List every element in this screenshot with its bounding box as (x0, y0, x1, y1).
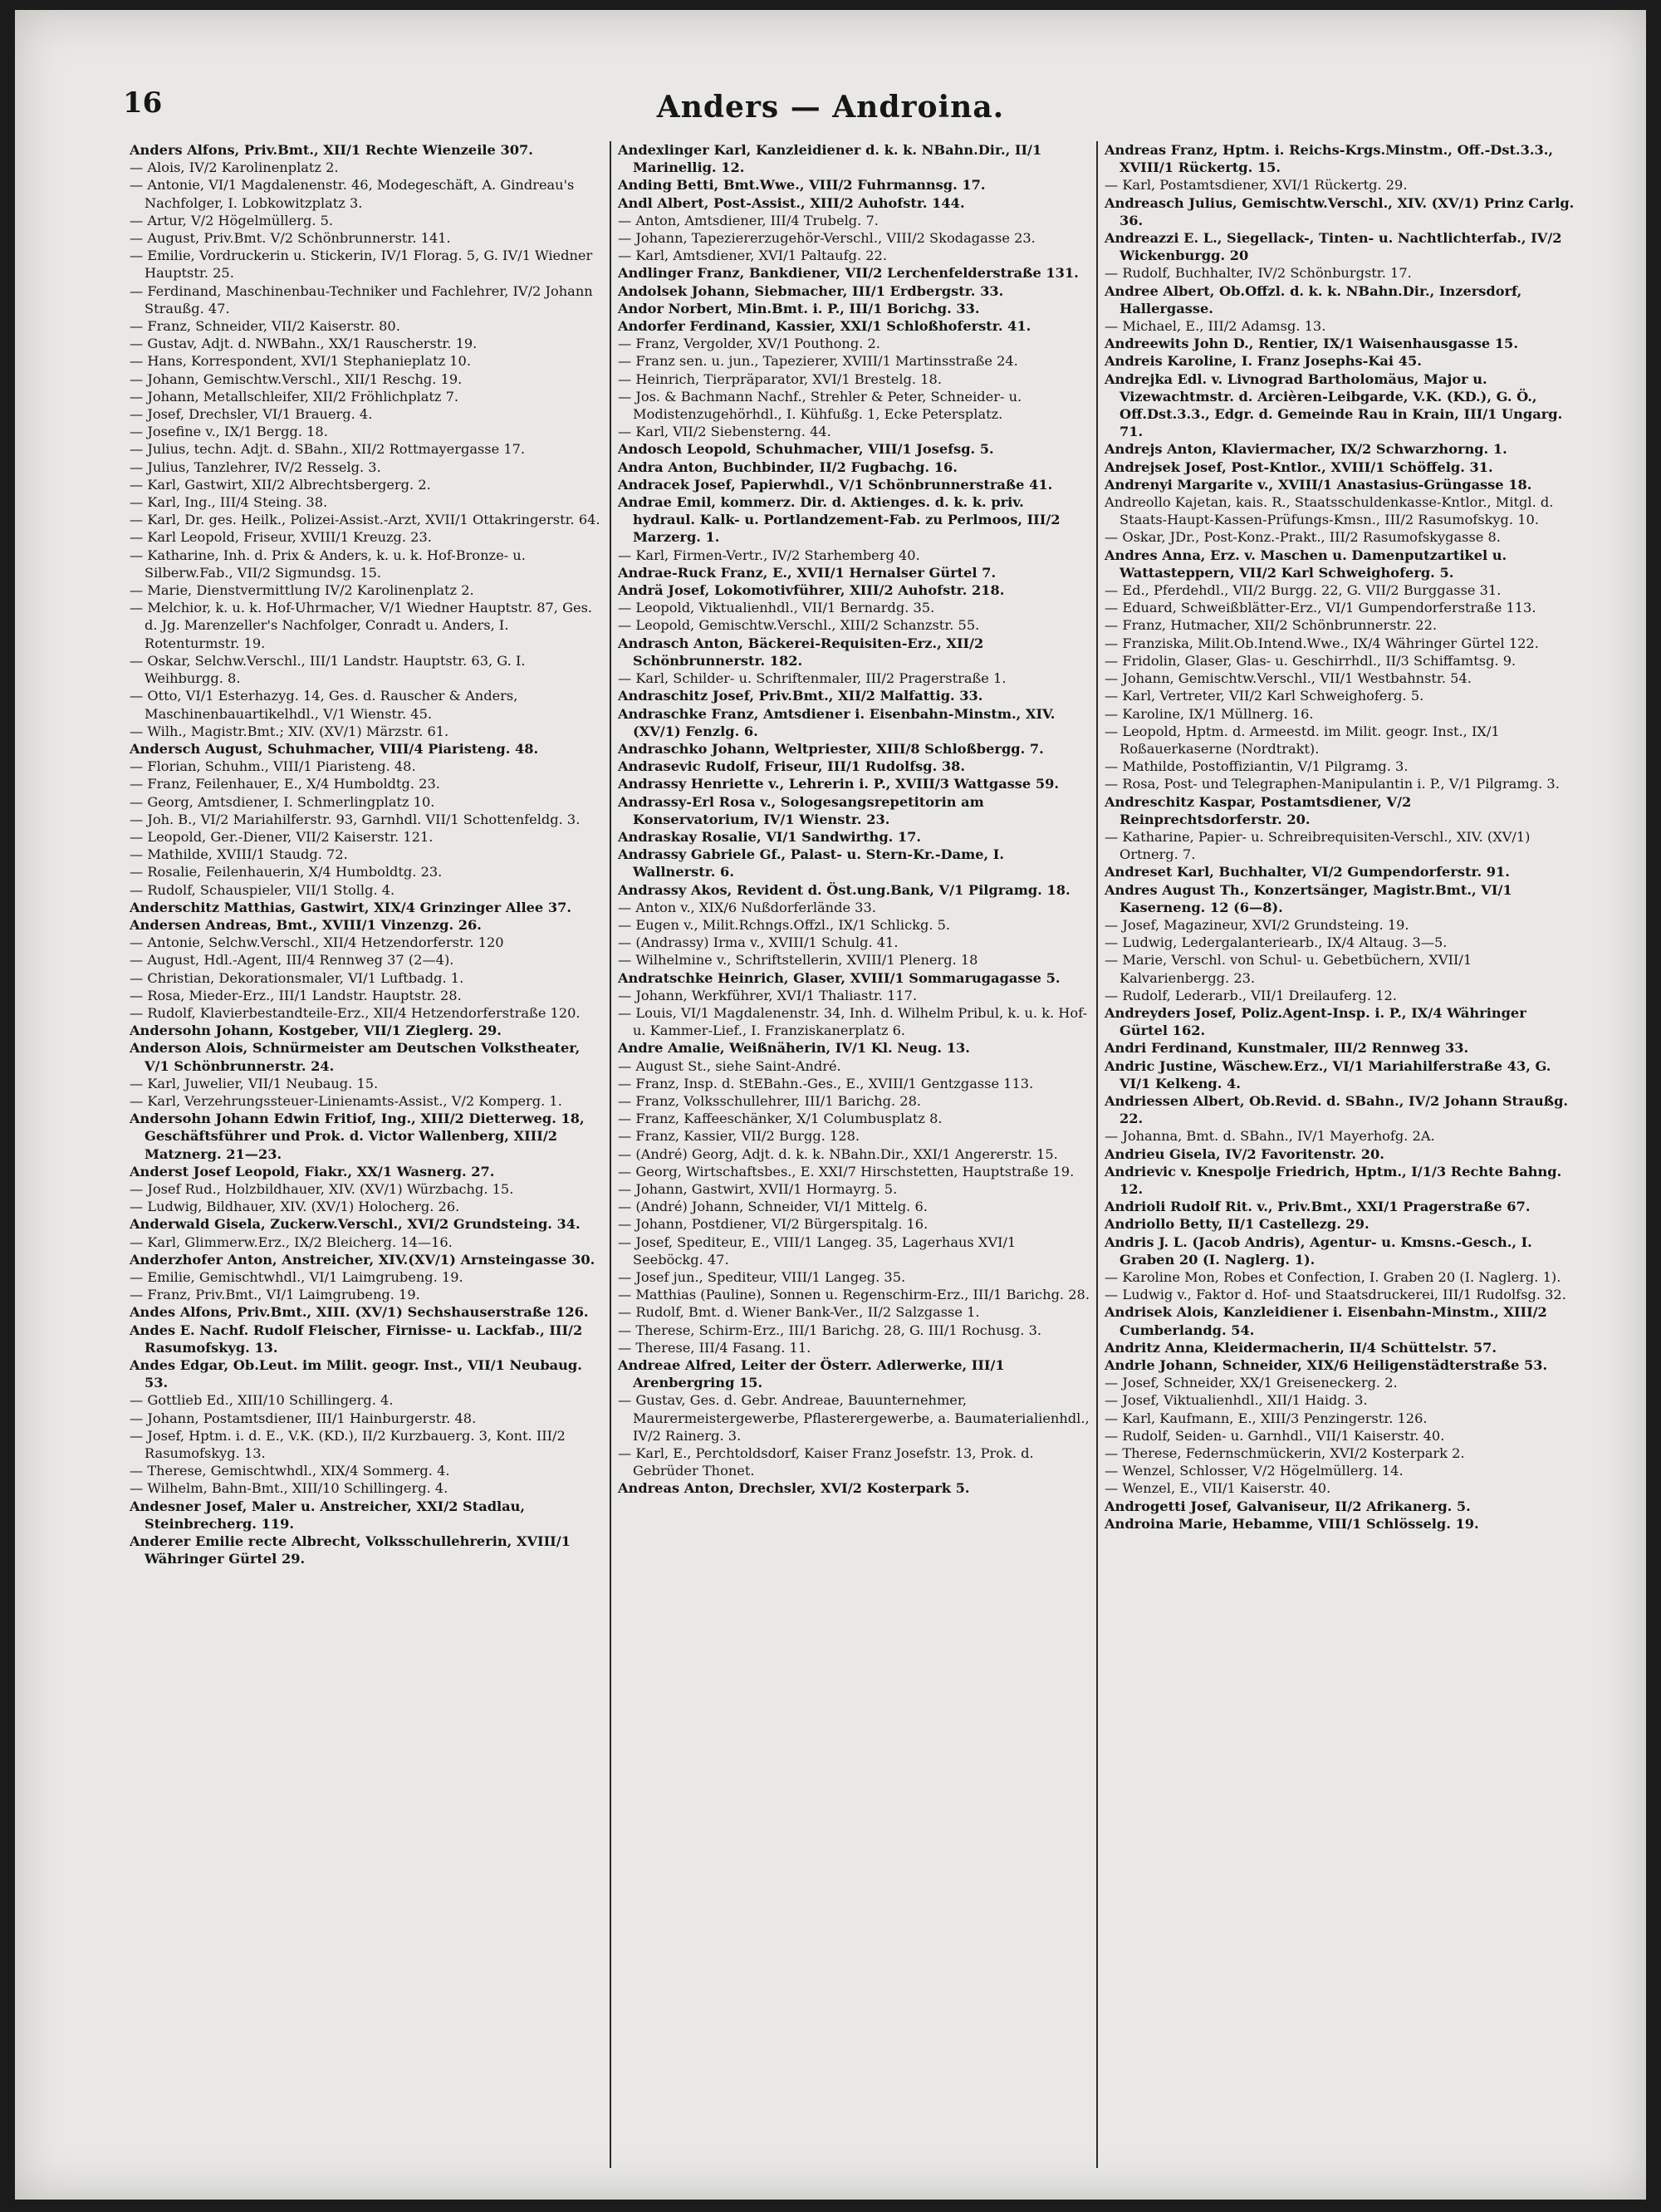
directory-entry: — Karl, Postamtsdiener, XVI/1 Rückertg. 29. (1105, 177, 1408, 194)
directory-entry: — Franz, Schneider, VII/2 Kaiserstr. 80. (130, 318, 400, 335)
directory-entry: — Eduard, Schweißblätter-Erz., VI/1 Gumpendorferstraße 113. (1105, 600, 1536, 616)
directory-entry: — Johann, Werkführer, XVI/1 Thaliastr. 117. (618, 987, 918, 1003)
directory-entry: — Matthias (Pauline), Sonnen u. Regenschirm-Erz., III/1 Barichg. 28. (618, 1287, 1090, 1303)
directory-entry: Andri Ferdinand, Kunstmaler, III/2 Rennweg 33. (1105, 1040, 1469, 1057)
directory-entry: Andl Albert, Post-Assist., XIII/2 Auhofstr. 144. (618, 194, 965, 211)
directory-entry: Andersen Andreas, Bmt., XVIII/1 Vinzenzg. 26. (130, 916, 482, 933)
directory-entry: Andrle Johann, Schneider, XIX/6 Heiligenstädterstraße 53. (1105, 1357, 1548, 1374)
directory-entry: — Johann, Tapeziererzugehör-Verschl., VIII/2 Skodagasse 23. (618, 230, 1036, 247)
directory-entry: Andersohn Johann Edwin Fritiof, Ing., XIII/2 Dietterweg. 18, Geschäftsführer und Prok. d. Victor Wallenberg, XIII/2 Matznerg. 21—23. (130, 1111, 585, 1162)
directory-entry: Andra Anton, Buchbinder, II/2 Fugbachg. 16. (618, 459, 958, 475)
directory-entry: Andreae Alfred, Leiter der Österr. Adlerwerke, III/1 Arenbergring 15. (618, 1357, 1005, 1391)
page-number: 16 (123, 86, 163, 120)
directory-entry: — Franz, Insp. d. StEBahn.-Ges., E., XVIII/1 Gentzgasse 113. (618, 1075, 1034, 1091)
directory-entry: — Karoline Mon, Robes et Confection, I. Graben 20 (I. Naglerg. 1). (1105, 1269, 1561, 1285)
directory-entry: Anding Betti, Bmt.Wwe., VIII/2 Fuhrmannsg. 17. (618, 177, 986, 194)
directory-entry: Andosch Leopold, Schuhmacher, VIII/1 Josefsg. 5. (618, 441, 994, 458)
directory-columns (123, 141, 1585, 2168)
directory-entry: — Johann, Gemischtw.Verschl., XII/1 Reschg. 19. (130, 370, 463, 387)
directory-entry: — Karl, Vertreter, VII/2 Karl Schweighoferg. 5. (1105, 688, 1424, 704)
directory-entry: Andrejsek Josef, Post-Kntlor., XVIII/1 Schöffelg. 31. (1105, 459, 1493, 475)
directory-entry: Andrassy Henriette v., Lehrerin i. P., XVIII/3 Wattgasse 59. (618, 776, 1060, 792)
directory-entry: Andreollo Kajetan, kais. R., Staatsschuldenkasse-Kntlor., Mitgl. d. Staats-Haupt-Kassen-Prüfungs-Kmsn., III/2 Rasumofskyg. 10. (1105, 494, 1554, 528)
directory-entry: — Rudolf, Klavierbestandteile-Erz., XII/4 Hetzendorferstraße 120. (130, 1004, 581, 1021)
directory-entry: — Karl, Juwelier, VII/1 Neubaug. 15. (130, 1075, 379, 1091)
directory-entry: Andes E. Nachf. Rudolf Fleischer, Firnisse- u. Lackfab., III/2 Rasumofskyg. 13. (130, 1322, 583, 1356)
directory-entry: Anderson Alois, Schnürmeister am Deutschen Volkstheater, V/1 Schönbrunnerstr. 24. (130, 1040, 581, 1074)
directory-entry: — Hans, Korrespondent, XVI/1 Stephanieplatz 10. (130, 353, 472, 370)
directory-entry: — Josefine v., IX/1 Bergg. 18. (130, 424, 328, 440)
directory-entry: Andersch August, Schuhmacher, VIII/4 Piaristeng. 48. (130, 740, 539, 757)
directory-entry: Andrae-Ruck Franz, E., XVII/1 Hernalser Gürtel 7. (618, 564, 997, 581)
directory-entry: — Josef jun., Spediteur, VIII/1 Langeg. 35. (618, 1269, 906, 1285)
directory-entry: — Katharine, Inh. d. Prix & Anders, k. u. k. Hof-Bronze- u. Silberw.Fab., VII/2 Sigmundsg. 15. (130, 547, 526, 581)
directory-entry: — Ludwig, Ledergalanteriearb., IX/4 Altaug. 3—5. (1105, 934, 1448, 951)
directory-entry: — Karl, Dr. ges. Heilk., Polizei-Assist.-Arzt, XVII/1 Ottakringerstr. 64. (130, 512, 600, 528)
directory-entry: — Melchior, k. u. k. Hof-Uhrmacher, V/1 Wiedner Hauptstr. 87, Ges. d. Jg. Marenzeller's Nachfolger, Conradt u. Anders, I. Rotenturmstr. 19. (130, 600, 593, 651)
directory-entry: — Johanna, Bmt. d. SBahn., IV/1 Mayerhofg. 2A. (1105, 1128, 1435, 1145)
directory-entry: — Georg, Wirtschaftsbes., E. XXI/7 Hirschstetten, Hauptstraße 19. (618, 1163, 1075, 1180)
directory-entry: — Therese, Gemischtwhdl., XIX/4 Sommerg. 4. (130, 1463, 450, 1479)
directory-entry: Andrä Josef, Lokomotivführer, XIII/2 Auhofstr. 218. (618, 582, 1005, 599)
directory-entry: — (André) Johann, Schneider, VI/1 Mittelg. 6. (618, 1199, 928, 1215)
directory-entry: Andrenyi Margarite v., XVIII/1 Anastasius-Grüngasse 18. (1105, 476, 1532, 493)
directory-entry: Andolsek Johann, Siebmacher, III/1 Erdbergstr. 33. (618, 282, 1004, 299)
directory-entry: Andrasevic Rudolf, Friseur, III/1 Rudolfsg. 38. (618, 758, 966, 775)
directory-entry: Andrassy Akos, Revident d. Öst.ung.Bank, V/1 Pilgramg. 18. (618, 881, 1071, 898)
directory-entry: — Rudolf, Lederarb., VII/1 Dreilauferg. 12. (1105, 987, 1397, 1003)
directory-entry: — Gustav, Adjt. d. NWBahn., XX/1 Rauscherstr. 19. (130, 336, 478, 352)
page-heading: Anders — Androina. (656, 90, 1005, 125)
directory-entry: — Wenzel, E., VII/1 Kaiserstr. 40. (1105, 1480, 1331, 1497)
directory-entry: Andritz Anna, Kleidermacherin, II/4 Schüttelstr. 57. (1105, 1339, 1497, 1356)
directory-entry: — Marie, Dienstvermittlung IV/2 Karolinenplatz 2. (130, 582, 474, 599)
directory-entry: — Otto, VI/1 Esterhazyg. 14, Ges. d. Rauscher & Anders, Maschinenbauartikelhdl., V/1 Wienstr. 45. (130, 688, 518, 722)
directory-entry: — Karoline, IX/1 Müllnerg. 16. (1105, 705, 1314, 722)
directory-entry: — Fridolin, Glaser, Glas- u. Geschirrhdl., II/3 Schiffamtsg. 9. (1105, 652, 1516, 669)
directory-entry: — Leopold, Gemischtw.Verschl., XIII/2 Schanzstr. 55. (618, 617, 980, 634)
directory-entry: Andrejs Anton, Klaviermacher, IX/2 Schwarzhorng. 1. (1105, 441, 1507, 458)
directory-entry: Anderzhofer Anton, Anstreicher, XIV.(XV/1) Arnsteingasse 30. (130, 1251, 595, 1268)
directory-entry: Andreis Karoline, I. Franz Josephs-Kai 45. (1105, 353, 1422, 370)
directory-entry: — Wilhelmine v., Schriftstellerin, XVIII/1 Plenerg. 18 (618, 952, 978, 969)
directory-entry: — Franz, Feilenhauer, E., X/4 Humboldtg. 23. (130, 776, 440, 792)
directory-entry: — Louis, VI/1 Magdalenenstr. 34, Inh. d. Wilhelm Pribul, k. u. k. Hof- u. Kammer-Lief., I. Franziskanerplatz 6. (618, 1004, 1088, 1039)
directory-entry: — Franz, Priv.Bmt., VI/1 Laimgrubeng. 19. (130, 1287, 420, 1303)
directory-entry: — Karl, Verzehrungssteuer-Linienamts-Assist., V/2 Komperg. 1. (130, 1092, 562, 1109)
column-2 (610, 141, 1096, 2168)
column-3 (1096, 141, 1583, 2168)
directory-entry: — Julius, Tanzlehrer, IV/2 Resselg. 3. (130, 459, 381, 475)
directory-entry: Andrejka Edl. v. Livnograd Bartholomäus, Major u. Vizewachtmstr. d. Arcièren-Leibgarde, V.K. (KD.), G. Ö., Off.Dst.3.3., Edgr. d. Gemeinde Rau in Krain, III/1 Ungarg. 71. (1105, 370, 1563, 440)
directory-entry: Andreschitz Kaspar, Postamtsdiener, V/2 Reinprechtsdorferstr. 20. (1105, 793, 1412, 827)
directory-entry: — Anton, Amtsdiener, III/4 Trubelg. 7. (618, 212, 879, 228)
directory-entry: Andrievic v. Knespolje Friedrich, Hptm., I/1/3 Rechte Bahng. 12. (1105, 1163, 1562, 1197)
directory-entry: — Karl, VII/2 Siebensterng. 44. (618, 424, 831, 440)
running-head (15, 10, 1646, 135)
directory-entry: Anderer Emilie recte Albrecht, Volksschullehrerin, XVIII/1 Währinger Gürtel 29. (130, 1533, 571, 1567)
directory-entry: Andris J. L. (Jacob Andris), Agentur- u. Kmsns.-Gesch., I. Graben 20 (I. Naglerg. 1). (1105, 1234, 1532, 1268)
directory-entry: — Alois, IV/2 Karolinenplatz 2. (130, 159, 339, 176)
directory-entry: Andexlinger Karl, Kanzleidiener d. k. k. NBahn.Dir., II/1 Marinellig. 12. (618, 142, 1042, 176)
directory-entry: — Rudolf, Schauspieler, VII/1 Stollg. 4. (130, 881, 395, 898)
directory-entry: — August, Hdl.-Agent, III/4 Rennweg 37 (2—4). (130, 952, 454, 969)
directory-entry: Andrieu Gisela, IV/2 Favoritenstr. 20. (1105, 1145, 1384, 1162)
directory-entry: Andratschke Heinrich, Glaser, XVIII/1 Sommarugagasse 5. (618, 969, 1061, 986)
directory-entry: Andrae Emil, kommerz. Dir. d. Aktienges. d. k. k. priv. hydraul. Kalk- u. Portlandzement-Fab. zu Perlmoos, III/2 Marzerg. 1. (618, 494, 1061, 546)
directory-entry: — Gustav, Ges. d. Gebr. Andreae, Bauunternehmer, Maurermeistergewerbe, Pflasterergewerbe, a. Baumaterialienhdl., IV/2 Rainerg. 3. (618, 1392, 1090, 1444)
directory-entry: — Franz, Vergolder, XV/1 Pouthong. 2. (618, 336, 880, 352)
directory-entry: — Johann, Metallschleifer, XII/2 Fröhlichplatz 7. (130, 388, 459, 405)
directory-entry: — Ferdinand, Maschinenbau-Techniker und Fachlehrer, IV/2 Johann Straußg. 47. (130, 282, 593, 316)
directory-entry: Andriollo Betty, II/1 Castellezg. 29. (1105, 1216, 1369, 1233)
directory-entry: — Anton v., XIX/6 Nußdorferlände 33. (618, 899, 876, 915)
directory-entry: — Antonie, Selchw.Verschl., XII/4 Hetzendorferstr. 120 (130, 934, 504, 951)
directory-entry: — Ludwig, Bildhauer, XIV. (XV/1) Holocherg. 26. (130, 1199, 460, 1215)
directory-entry: — Josef, Spediteur, E., VIII/1 Langeg. 35, Lagerhaus XVI/1 Seeböckg. 47. (618, 1234, 1017, 1268)
directory-entry: Andraschitz Josef, Priv.Bmt., XII/2 Malfattig. 33. (618, 688, 983, 704)
directory-entry: Andreas Franz, Hptm. i. Reichs-Krgs.Minstm., Off.-Dst.3.3., XVIII/1 Rückertg. 15. (1105, 142, 1554, 176)
directory-entry: — Karl, Schilder- u. Schriftenmaler, III/2 Pragerstraße 1. (618, 670, 1007, 687)
directory-entry: — Antonie, VI/1 Magdalenenstr. 46, Modegeschäft, A. Gindreau's Nachfolger, I. Lobkowitzplatz 3. (130, 177, 575, 211)
directory-entry: Andracek Josef, Papierwhdl., V/1 Schönbrunnerstraße 41. (618, 476, 1053, 493)
directory-entry: — Josef, Hptm. i. d. E., V.K. (KD.), II/2 Kurzbauerg. 3, Kont. III/2 Rasumofskyg. 13. (130, 1427, 566, 1462)
directory-entry: — Ludwig v., Faktor d. Hof- und Staatsdruckerei, III/1 Rudolfsg. 32. (1105, 1287, 1566, 1303)
directory-entry: Andriessen Albert, Ob.Revid. d. SBahn., IV/2 Johann Straußg. 22. (1105, 1092, 1569, 1127)
directory-entry: — Karl, Amtsdiener, XVI/1 Paltaufg. 22. (618, 248, 887, 264)
directory-entry: — Artur, V/2 Högelmüllerg. 5. (130, 212, 334, 228)
directory-entry: — Franziska, Milit.Ob.Intend.Wwe., IX/4 Währinger Gürtel 122. (1105, 635, 1539, 651)
directory-entry: Andraschko Johann, Weltpriester, XIII/8 Schloßbergg. 7. (618, 740, 1044, 757)
directory-entry: — Marie, Verschl. von Schul- u. Gebetbüchern, XVII/1 Kalvarienbergg. 23. (1105, 952, 1472, 986)
directory-entry: — Emilie, Vordruckerin u. Stickerin, IV/1 Florag. 5, G. IV/1 Wiedner Hauptstr. 25. (130, 248, 593, 282)
directory-entry: Andraschke Franz, Amtsdiener i. Eisenbahn-Minstm., XIV. (XV/1) Fenzlg. 6. (618, 705, 1056, 739)
directory-entry: — Heinrich, Tierpräparator, XVI/1 Brestelg. 18. (618, 370, 942, 387)
directory-entry: — Josef, Magazineur, XVI/2 Grundsteing. 19. (1105, 916, 1409, 933)
directory-entry: Andlinger Franz, Bankdiener, VII/2 Lerchenfelderstraße 131. (618, 265, 1079, 282)
directory-entry: — Karl, Gastwirt, XII/2 Albrechtsbergerg. 2. (130, 476, 431, 493)
directory-entry: Andres Anna, Erz. v. Maschen u. Damenputzartikel u. Wattasteppern, VII/2 Karl Schweighoferg. 5. (1105, 547, 1507, 581)
directory-entry: — Georg, Amtsdiener, I. Schmerlingplatz 10. (130, 793, 435, 810)
directory-entry: Androgetti Josef, Galvaniseur, II/2 Afrikanerg. 5. (1105, 1498, 1471, 1514)
directory-entry: — Michael, E., III/2 Adamsg. 13. (1105, 318, 1326, 335)
directory-entry: — Christian, Dekorationsmaler, VI/1 Luftbadg. 1. (130, 969, 464, 986)
directory-entry: Andorfer Ferdinand, Kassier, XXI/1 Schloßhoferstr. 41. (618, 318, 1031, 335)
directory-entry: — Therese, III/4 Fasang. 11. (618, 1339, 811, 1356)
column-1 (123, 141, 610, 2168)
directory-entry: Anderschitz Matthias, Gastwirt, XIX/4 Grinzinger Allee 37. (130, 899, 572, 915)
directory-entry: Andree Albert, Ob.Offzl. d. k. k. NBahn.Dir., Inzersdorf, Hallergasse. (1105, 282, 1522, 316)
directory-entry: — Oskar, JDr., Post-Konz.-Prakt., III/2 Rasumofskygasse 8. (1105, 529, 1501, 546)
directory-entry: — August, Priv.Bmt. V/2 Schönbrunnerstr. 141. (130, 230, 451, 247)
directory-entry: — Mathilde, Postoffiziantin, V/1 Pilgramg. 3. (1105, 758, 1409, 775)
directory-entry: — Oskar, Selchw.Verschl., III/1 Landstr. Hauptstr. 63, G. I. Weihburgg. 8. (130, 652, 526, 687)
directory-entry: Andraskay Rosalie, VI/1 Sandwirthg. 17. (618, 828, 922, 845)
directory-entry: — Josef, Drechsler, VI/1 Brauerg. 4. (130, 406, 373, 423)
directory-entry: — Leopold, Viktualienhdl., VII/1 Bernardg. 35. (618, 600, 935, 616)
directory-entry: — Joh. B., VI/2 Mariahilferstr. 93, Garnhdl. VII/1 Schottenfeldg. 3. (130, 811, 581, 827)
directory-entry: — Leopold, Ger.-Diener, VII/2 Kaiserstr. 121. (130, 828, 434, 845)
directory-entry: Andreazzi E. L., Siegellack-, Tinten- u. Nachtlichterfab., IV/2 Wickenburgg. 20 (1105, 230, 1562, 264)
directory-entry: — Therese, Schirm-Erz., III/1 Barichg. 28, G. III/1 Rochusg. 3. (618, 1322, 1042, 1338)
directory-entry: Andreas Anton, Drechsler, XVI/2 Kosterpark 5. (618, 1480, 970, 1497)
directory-entry: — Franz, Kassier, VII/2 Burgg. 128. (618, 1128, 860, 1145)
directory-entry: — Rosa, Mieder-Erz., III/1 Landstr. Hauptstr. 28. (130, 987, 462, 1003)
directory-entry: Andreasch Julius, Gemischtw.Verschl., XIV. (XV/1) Prinz Carlg. 36. (1105, 194, 1575, 228)
directory-entry: — Karl, Glimmerw.Erz., IX/2 Bleicherg. 14—16. (130, 1234, 453, 1250)
directory-entry: Andes Alfons, Priv.Bmt., XIII. (XV/1) Sechshauserstraße 126. (130, 1304, 589, 1321)
directory-entry: — Franz sen. u. jun., Tapezierer, XVIII/1 Martinsstraße 24. (618, 353, 1018, 370)
directory-entry: — Johann, Gemischtw.Verschl., VII/1 Westbahnstr. 54. (1105, 670, 1472, 687)
directory-entry: — Josef Rud., Holzbildhauer, XIV. (XV/1) Würzbachg. 15. (130, 1180, 514, 1197)
directory-entry: — Rudolf, Seiden- u. Garnhdl., VII/1 Kaiserstr. 40. (1105, 1427, 1445, 1444)
directory-entry: Andre Amalie, Weißnäherin, IV/1 Kl. Neug. 13. (618, 1040, 970, 1057)
directory-entry: — Franz, Volksschullehrer, III/1 Barichg. 28. (618, 1092, 922, 1109)
directory-entry: — Therese, Federnschmückerin, XVI/2 Kosterpark 2. (1105, 1445, 1465, 1462)
directory-entry: — (Andrassy) Irma v., XVIII/1 Schulg. 41. (618, 934, 899, 951)
directory-entry: — Gottlieb Ed., XIII/10 Schillingerg. 4. (130, 1392, 394, 1409)
directory-entry: — Karl, E., Perchtoldsdorf, Kaiser Franz Josefstr. 13, Prok. d. Gebrüder Thonet. (618, 1445, 1034, 1479)
directory-entry: Andrasch Anton, Bäckerei-Requisiten-Erz., XII/2 Schönbrunnerstr. 182. (618, 635, 984, 669)
directory-entry: — (André) Georg, Adjt. d. k. k. NBahn.Dir., XXI/1 Angererstr. 15. (618, 1145, 1058, 1162)
directory-entry: — Emilie, Gemischtwhdl., VI/1 Laimgrubeng. 19. (130, 1269, 463, 1285)
directory-entry: — Katharine, Papier- u. Schreibrequisiten-Verschl., XIV. (XV/1) Ortnerg. 7. (1105, 828, 1531, 863)
directory-entry: — Ed., Pferdehdl., VII/2 Burgg. 22, G. VII/2 Burggasse 31. (1105, 582, 1502, 599)
directory-entry: — Franz, Kaffeeschänker, X/1 Columbusplatz 8. (618, 1111, 943, 1127)
directory-entry: — Karl, Firmen-Vertr., IV/2 Starhemberg 40. (618, 547, 920, 563)
directory-entry: — Leopold, Hptm. d. Armeestd. im Milit. geogr. Inst., IX/1 Roßauerkaserne (Nordtrakt). (1105, 723, 1500, 757)
directory-entry: Andersohn Johann, Kostgeber, VII/1 Zieglerg. 29. (130, 1023, 502, 1039)
directory-entry: — Wenzel, Schlosser, V/2 Högelmüllerg. 14. (1105, 1463, 1404, 1479)
directory-entry: — Josef, Viktualienhdl., XII/1 Haidg. 3. (1105, 1392, 1368, 1409)
directory-entry: Andes Edgar, Ob.Leut. im Milit. geogr. Inst., VII/1 Neubaug. 53. (130, 1357, 582, 1391)
directory-entry: — Johann, Postamtsdiener, III/1 Hainburgerstr. 48. (130, 1410, 477, 1426)
directory-entry: — Eugen v., Milit.Rchngs.Offzl., IX/1 Schlickg. 5. (618, 916, 951, 933)
directory-entry: — August St., siehe Saint-André. (618, 1057, 841, 1074)
directory-entry: — Jos. & Bachmann Nachf., Strehler & Peter, Schneider- u. Modistenzugehörhdl., I. Kühfußg. 1, Ecke Petersplatz. (618, 388, 1022, 423)
directory-entry: Andrassy-Erl Rosa v., Sologesangsrepetitorin am Konservatorium, IV/1 Wienstr. 23. (618, 793, 984, 827)
directory-entry: Anderwald Gisela, Zuckerw.Verschl., XVI/2 Grundsteing. 34. (130, 1216, 581, 1233)
directory-entry: Anderst Josef Leopold, Fiakr., XX/1 Wasnerg. 27. (130, 1163, 495, 1180)
directory-entry: — Wilhelm, Bahn-Bmt., XIII/10 Schillingerg. 4. (130, 1480, 448, 1497)
directory-entry: Andrassy Gabriele Gf., Palast- u. Stern-Kr.-Dame, I. Wallnerstr. 6. (618, 846, 1004, 880)
directory-entry: Androina Marie, Hebamme, VIII/1 Schlösselg. 19. (1105, 1515, 1479, 1532)
directory-entry: — Karl, Ing., III/4 Steing. 38. (130, 494, 328, 511)
directory-entry: Anders Alfons, Priv.Bmt., XII/1 Rechte Wienzeile 307. (130, 142, 533, 158)
directory-entry: Andrisek Alois, Kanzleidiener i. Eisenbahn-Minstm., XIII/2 Cumberlandg. 54. (1105, 1304, 1547, 1338)
directory-entry: — Franz, Hutmacher, XII/2 Schönbrunnerstr. 22. (1105, 617, 1438, 634)
directory-entry: Andreewits John D., Rentier, IX/1 Waisenhausgasse 15. (1105, 336, 1518, 352)
directory-entry: Andreset Karl, Buchhalter, VI/2 Gumpendorferstr. 91. (1105, 864, 1510, 880)
directory-entry: Andric Justine, Wäschew.Erz., VI/1 Mariahilferstraße 43, G. VI/1 Kelkeng. 4. (1105, 1057, 1551, 1091)
directory-entry: — Mathilde, XVIII/1 Staudg. 72. (130, 846, 348, 863)
directory-entry: — Rudolf, Bmt. d. Wiener Bank-Ver., II/2 Salzgasse 1. (618, 1304, 980, 1321)
directory-entry: Andesner Josef, Maler u. Anstreicher, XXI/2 Stadlau, Steinbrecherg. 119. (130, 1498, 526, 1532)
directory-entry: Andres August Th., Konzertsänger, Magistr.Bmt., VI/1 Kaserneng. 12 (6—8). (1105, 881, 1512, 915)
directory-entry: — Florian, Schuhm., VIII/1 Piaristeng. 48. (130, 758, 416, 775)
directory-entry: — Josef, Schneider, XX/1 Greiseneckerg. 2. (1105, 1375, 1398, 1391)
directory-entry: — Johann, Gastwirt, XVII/1 Hormayrg. 5. (618, 1180, 898, 1197)
directory-entry: — Rudolf, Buchhalter, IV/2 Schönburgstr. 17. (1105, 265, 1412, 282)
directory-entry: Andrioli Rudolf Rit. v., Priv.Bmt., XXI/1 Pragerstraße 67. (1105, 1199, 1531, 1215)
directory-entry: — Johann, Postdiener, VI/2 Bürgerspitalg. 16. (618, 1216, 928, 1233)
directory-entry: — Rosalie, Feilenhauerin, X/4 Humboldtg. 23. (130, 864, 443, 880)
directory-entry: Andor Norbert, Min.Bmt. i. P., III/1 Borichg. 33. (618, 300, 980, 316)
directory-page (15, 10, 1646, 2200)
directory-entry: — Karl, Kaufmann, E., XIII/3 Penzingerstr. 126. (1105, 1410, 1428, 1426)
directory-entry: Andreyders Josef, Poliz.Agent-Insp. i. P., IX/4 Währinger Gürtel 162. (1105, 1004, 1526, 1039)
directory-entry: — Julius, techn. Adjt. d. SBahn., XII/2 Rottmayergasse 17. (130, 441, 526, 458)
directory-entry: — Rosa, Post- und Telegraphen-Manipulantin i. P., V/1 Pilgramg. 3. (1105, 776, 1560, 792)
directory-entry: — Wilh., Magistr.Bmt.; XIV. (XV/1) Märzstr. 61. (130, 723, 449, 739)
directory-entry: — Karl Leopold, Friseur, XVIII/1 Kreuzg. 23. (130, 529, 432, 546)
